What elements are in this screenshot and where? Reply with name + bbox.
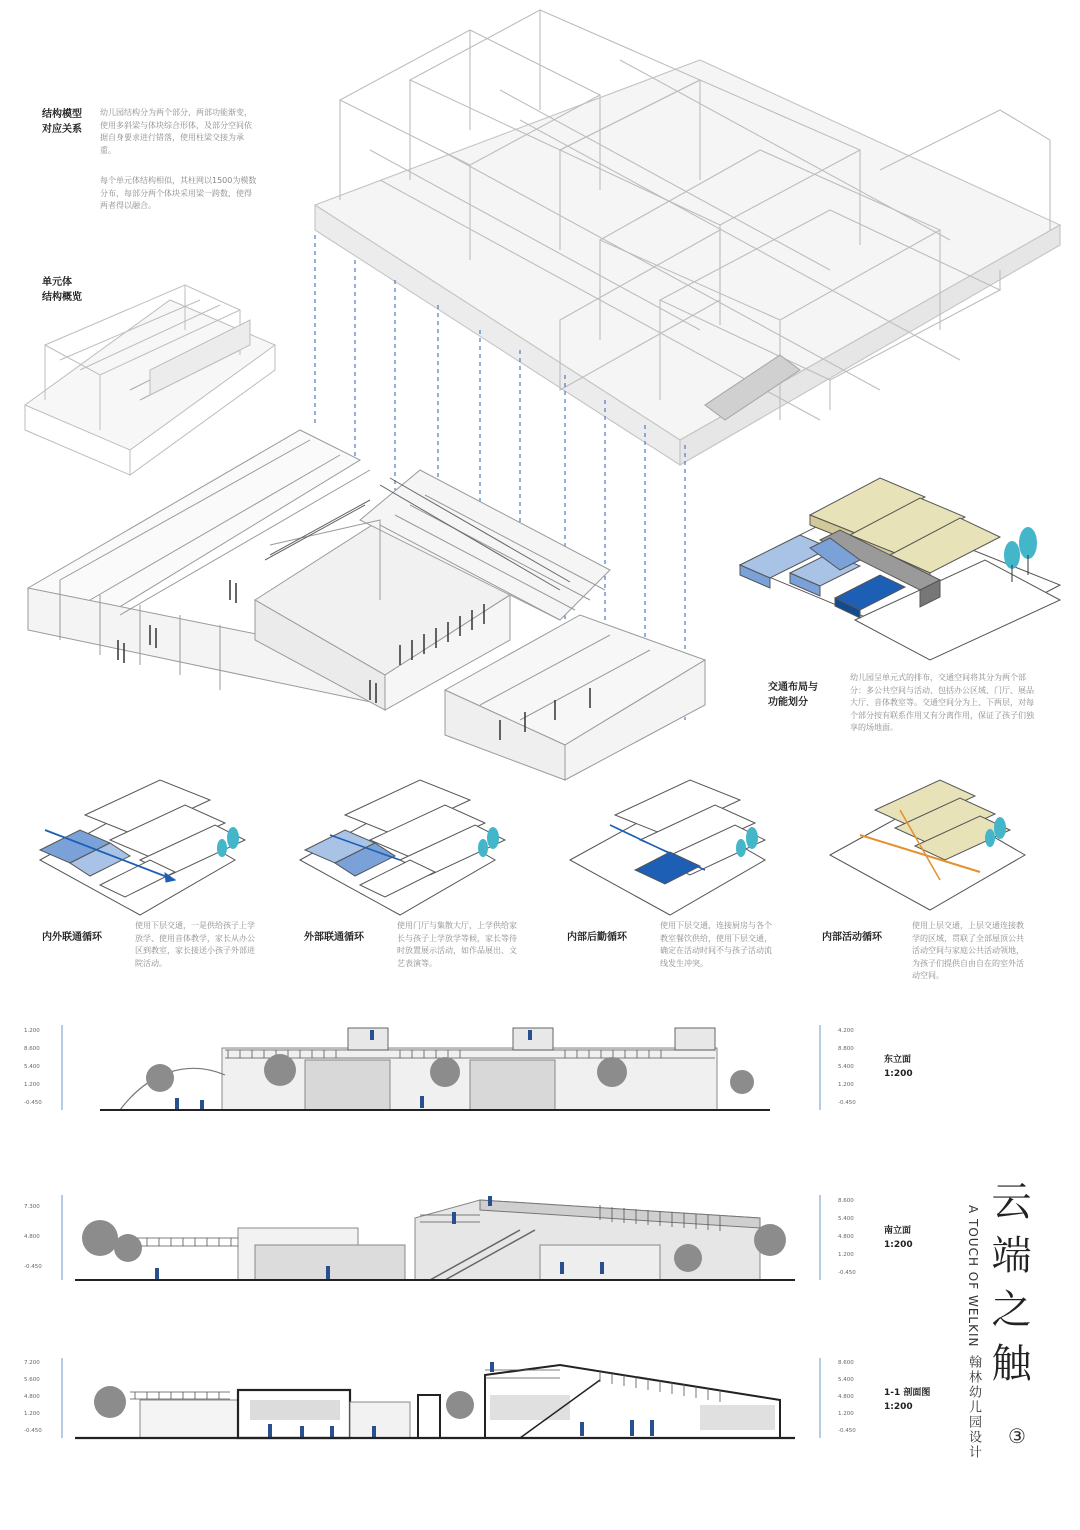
level-mark: 4.800 bbox=[838, 1234, 854, 1240]
level-mark: 8.800 bbox=[838, 1046, 854, 1052]
level-mark: -0.450 bbox=[838, 1100, 856, 1106]
level-mark: 1.200 bbox=[24, 1082, 40, 1088]
level-mark: 4.200 bbox=[838, 1028, 854, 1034]
level-mark: 5.400 bbox=[838, 1216, 854, 1222]
east-elevation-name: 东立面 bbox=[884, 1055, 912, 1065]
circulation-diagram-2 bbox=[300, 780, 505, 915]
unit-title: 单元体 结构概览 bbox=[42, 277, 82, 303]
level-mark: 5.600 bbox=[24, 1377, 40, 1383]
south-elevation-scale: 1:200 bbox=[884, 1240, 913, 1250]
section-right-levels bbox=[838, 1355, 856, 1440]
structure-desc-1: 幼儿园结构分为两个部分，两部功能渐变，使用多斜梁与体块综合形体，及部分空间依据自身要求进行错落，使用柱梁交接为承重。 bbox=[100, 108, 252, 155]
level-mark: 5.400 bbox=[838, 1064, 854, 1070]
level-mark: 7.300 bbox=[24, 1204, 40, 1210]
level-mark: 1.200 bbox=[838, 1252, 854, 1258]
circulation-desc-2: 使用门厅与集散大厅，上学供给家长与孩子上学放学等候，家长等待时放置展示活动，如作品展出、文艺表演等。 bbox=[397, 921, 517, 968]
circulation-title-3: 内部后勤循环 bbox=[567, 932, 627, 943]
unit-structure-model bbox=[25, 285, 275, 475]
structure-model-top bbox=[315, 10, 1060, 465]
circulation-title-1: 内外联通循环 bbox=[42, 932, 102, 943]
level-mark: -0.450 bbox=[838, 1428, 856, 1434]
circulation-desc-4: 使用上层交通，上层交通连接教学的区域，贯联了全部屋顶公共活动空间与家庭公共活动领地，为孩子们提供自由自在的室外活动空间。 bbox=[912, 921, 1024, 980]
traffic-desc: 幼儿园呈单元式的排布，交通空间将其分为两个部分：多公共空间与活动、包括办公区域、门厅、展品大厅、音体教室等。交通空间分为上、下两层，对每个部分按有联系作用又有分离作用，保证了孩子们独享的场地面。 bbox=[850, 673, 1034, 732]
south-elevation-name: 南立面 bbox=[884, 1226, 912, 1236]
page-number: ③ bbox=[1008, 1424, 1026, 1448]
level-mark: -0.450 bbox=[838, 1270, 856, 1276]
level-mark: -0.450 bbox=[24, 1264, 42, 1270]
east-elevation-drawing bbox=[100, 1028, 770, 1110]
level-mark: -0.450 bbox=[24, 1100, 42, 1106]
east-left-levels bbox=[24, 1022, 42, 1112]
circulation-title-4: 内部活动循环 bbox=[822, 932, 882, 943]
section-name: 1-1 剖面图 bbox=[884, 1388, 931, 1398]
level-mark: 7.200 bbox=[24, 1360, 40, 1366]
east-right-levels bbox=[838, 1022, 856, 1112]
traffic-title: 交通布局与 功能划分 bbox=[768, 682, 818, 708]
traffic-layout-diagram bbox=[740, 478, 1060, 660]
south-left-levels bbox=[24, 1192, 42, 1282]
circulation-desc-1: 使用下层交通，一是供给孩子上学放学、使用音体教学，家长从办公区到教室，家长接送小孩子外部进院活动。 bbox=[135, 921, 255, 968]
level-mark: 5.400 bbox=[838, 1377, 854, 1383]
structure-desc-2: 每个单元体结构相似，其柱网以1500为模数分布，每部分两个体块采用梁一跨数，使得两者得以融合。 bbox=[100, 176, 257, 210]
level-mark: 8.600 bbox=[838, 1360, 854, 1366]
section-scale: 1:200 bbox=[884, 1402, 913, 1412]
brand-subtitle-en: A TOUCH OF WELKIN bbox=[966, 1205, 980, 1348]
level-mark: 8.600 bbox=[838, 1198, 854, 1204]
south-right-levels bbox=[838, 1192, 856, 1282]
circulation-diagram-3 bbox=[570, 780, 765, 915]
level-mark: 1.200 bbox=[24, 1028, 40, 1034]
level-mark: 8.600 bbox=[24, 1046, 40, 1052]
level-mark: 4.800 bbox=[838, 1394, 854, 1400]
level-mark: 4.800 bbox=[24, 1394, 40, 1400]
section-drawing bbox=[75, 1362, 795, 1438]
level-mark: 5.400 bbox=[24, 1064, 40, 1070]
level-mark: 4.800 bbox=[24, 1234, 40, 1240]
circulation-diagram-1 bbox=[40, 780, 245, 915]
level-mark: 1.200 bbox=[24, 1411, 40, 1417]
south-elevation-drawing bbox=[75, 1196, 795, 1280]
level-mark: 1.200 bbox=[838, 1411, 854, 1417]
circulation-title-2: 外部联通循环 bbox=[304, 932, 364, 943]
circulation-diagram-4 bbox=[830, 780, 1025, 910]
level-mark: -0.450 bbox=[24, 1428, 42, 1434]
level-mark: 1.200 bbox=[838, 1082, 854, 1088]
circulation-desc-3: 使用下层交通，连接厨房与各个教室餐饮供给，使用下层交通，确定在活动时间不与孩子活动流线发生冲突。 bbox=[660, 921, 772, 968]
east-elevation-scale: 1:200 bbox=[884, 1069, 913, 1079]
main-building-axonometric bbox=[28, 430, 705, 780]
brand-title: 云端之触 bbox=[985, 1180, 1031, 1396]
section-left-levels bbox=[24, 1355, 42, 1440]
structure-title: 结构模型 对应关系 bbox=[42, 109, 82, 135]
brand-subtitle-cn: 翰林幼儿园设计 bbox=[966, 1355, 981, 1461]
